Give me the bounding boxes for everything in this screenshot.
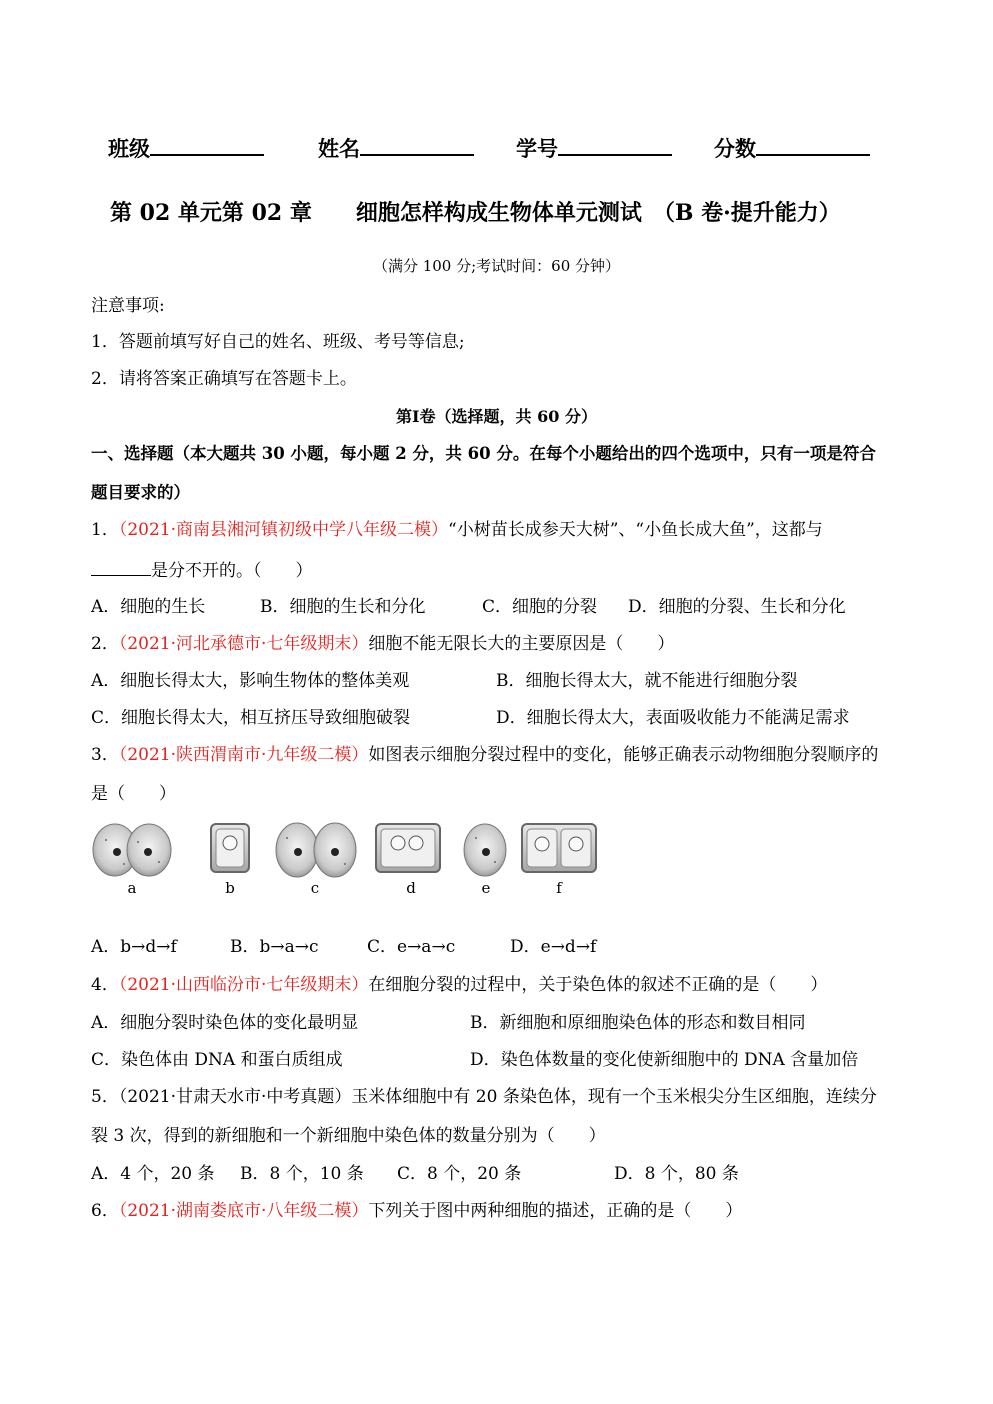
cell-f-icon (522, 824, 596, 872)
cell-label-a: a (127, 879, 137, 897)
q1-option-a: A．细胞的生长 (91, 597, 206, 617)
q2-option-a: A．细胞长得太大，影响生物体的整体美观 (91, 671, 410, 691)
q1-option-c: C．细胞的分裂 (482, 597, 598, 617)
class-label: 班级 (108, 136, 150, 161)
cell-label-c: c (310, 879, 320, 897)
q4-option-b: B．新细胞和原细胞染色体的形态和数目相同 (470, 1013, 806, 1033)
student-id-field (516, 134, 672, 163)
question-1-source: （2021·商南县湘河镇初级中学八年级二模） (118, 520, 448, 540)
section-heading: 第Ⅰ卷（选择题，共 60 分） (396, 407, 597, 426)
notice-item-1: 1．答题前填写好自己的姓名、班级、考号等信息; (91, 332, 465, 352)
name-field (318, 134, 474, 163)
question-4: 4．（2021·山西临汾市·七年级期末）在细胞分裂的过程中，关于染色体的叙述不正确的是（ ） (91, 975, 828, 995)
q4-option-a: A．细胞分裂时染色体的变化最明显 (91, 1013, 359, 1033)
notice-item-2: 2．请将答案正确填写在答题卡上。 (91, 369, 357, 389)
q1-option-b: B．细胞的生长和分化 (260, 597, 426, 617)
q2-option-b: B．细胞长得太大，就不能进行细胞分裂 (496, 671, 798, 691)
cell-c-icon (276, 823, 356, 877)
question-6-source: （2021·湖南娄底市·八年级二模） (118, 1201, 369, 1221)
score-field (714, 134, 870, 163)
cell-label-d: d (406, 879, 416, 897)
cell-division-figure (91, 818, 611, 898)
q2-option-c: C．细胞长得太大，相互挤压导致细胞破裂 (91, 708, 411, 728)
notice-heading: 注意事项: (91, 296, 165, 316)
class-field (108, 134, 264, 163)
question-3-source: （2021·陕西渭南市·九年级二模） (118, 745, 369, 765)
cell-b-icon (211, 824, 249, 872)
q4-option-d: D．染色体数量的变化使新细胞中的 DNA 含量加倍 (470, 1050, 859, 1070)
score-label: 分数 (714, 136, 756, 161)
question-3: 3．（2021·陕西渭南市·九年级二模）如图表示细胞分裂过程中的变化，能够正确表示动物细胞分裂顺序的 (91, 745, 879, 765)
q5-option-a: A．4 个，20 条 (91, 1164, 215, 1184)
question-3-cont: 是（ ） (91, 784, 176, 804)
q3-option-d: D．e→d→f (510, 937, 597, 957)
cell-label-b: b (225, 879, 235, 897)
question-2: 2．（2021·河北承德市·七年级期末）细胞不能无限长大的主要原因是（ ） (91, 634, 675, 654)
q2-option-d: D．细胞长得太大，表面吸收能力不能满足需求 (496, 708, 850, 728)
student-id-label: 学号 (516, 136, 558, 161)
question-2-source: （2021·河北承德市·七年级期末） (118, 634, 369, 654)
q5-option-c: C．8 个，20 条 (397, 1164, 522, 1184)
cell-e-icon (464, 824, 506, 876)
answer-blank (91, 557, 151, 576)
q5-option-b: B．8 个，10 条 (240, 1164, 364, 1184)
name-blank (360, 134, 474, 156)
question-5: 5．（2021·甘肃天水市·中考真题）玉米体细胞中有 20 条染色体，现有一个玉米根尖分生区细胞，连续分 (91, 1087, 877, 1107)
class-blank (150, 134, 264, 156)
exam-info: （满分 100 分;考试时间：60 分钟） (372, 257, 621, 275)
student-id-blank (558, 134, 672, 156)
part-heading-line1: 一、选择题（本大题共 30 小题，每小题 2 分，共 60 分。在每个小题给出的四个选项中，只有一项是符合 (91, 444, 876, 463)
question-5-cont: 裂 3 次，得到的新细胞和一个新细胞中染色体的数量分别为（ ） (91, 1126, 606, 1146)
page-title: 第 02 单元第 02 章 细胞怎样构成生物体单元测试 （B 卷·提升能力） (110, 200, 841, 226)
question-6: 6．（2021·湖南娄底市·八年级二模）下列关于图中两种细胞的描述，正确的是（ ） (91, 1201, 743, 1221)
q1-option-d: D．细胞的分裂、生长和分化 (628, 597, 846, 617)
q5-option-d: D．8 个，80 条 (614, 1164, 739, 1184)
question-4-source: （2021·山西临汾市·七年级期末） (118, 975, 369, 995)
question-1-cont: 是分不开的。（ ） (91, 557, 313, 583)
cell-a-icon (93, 824, 171, 876)
name-label: 姓名 (318, 136, 360, 161)
question-1: 1．（2021·商南县湘河镇初级中学八年级二模）“小树苗长成参天大树”、“小鱼长成大鱼”，这都与 (91, 520, 823, 540)
cell-d-icon (376, 824, 440, 872)
cell-label-f: f (556, 879, 562, 897)
part-heading-line2: 题目要求的） (91, 483, 190, 502)
q4-option-c: C．染色体由 DNA 和蛋白质组成 (91, 1050, 343, 1070)
q3-option-c: C．e→a→c (367, 937, 456, 957)
q3-option-a: A．b→d→f (91, 937, 177, 957)
q3-option-b: B．b→a→c (230, 937, 319, 957)
cell-label-e: e (481, 879, 491, 897)
score-blank (756, 134, 870, 156)
